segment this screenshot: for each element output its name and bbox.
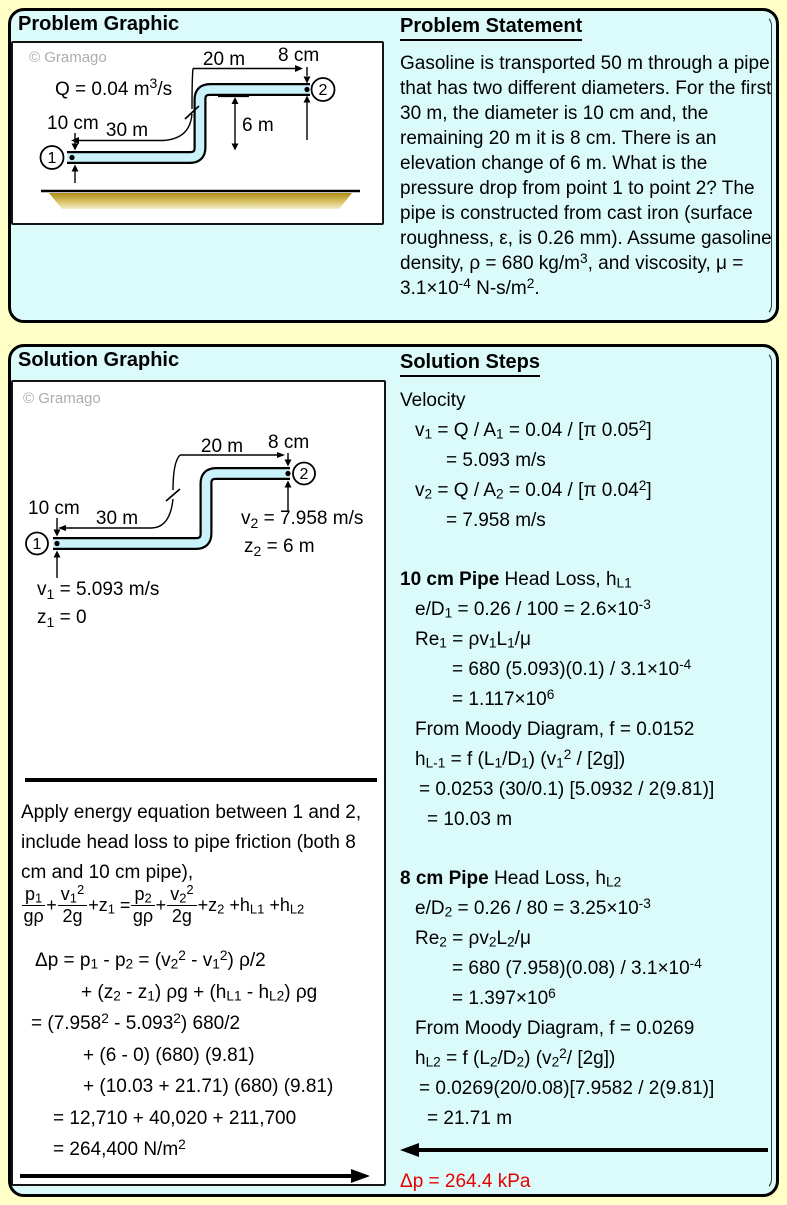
text-line: = 7.958 m/s bbox=[446, 510, 546, 531]
diameter-8cm-label: 8 cm bbox=[278, 45, 320, 66]
solution-steps-column bbox=[400, 347, 774, 1193]
text-line: $v_1 = Q / A_1 = 0.04 / [\pi$ 0.05$^2$] bbox=[415, 417, 652, 442]
energy-equation-intro: Apply energy equation between 1 and 2, include head loss to pipe friction (both 8 cm and 10 cm pipe), bbox=[21, 802, 362, 883]
left-arrow bbox=[400, 1142, 768, 1158]
ground-shading bbox=[49, 193, 352, 209]
text-line: $v_2 = Q / A_2 = 0.04 / [\pi$ 0.04$^2$] bbox=[415, 477, 652, 502]
arrow-shaft bbox=[20, 1174, 354, 1178]
text-line: $\Delta p = p_1 - p_2 = (v_2^2 - v_1^2)$ ρ/2 bbox=[35, 947, 266, 972]
text-line: 10 cm Pipe Head Loss, $h_{L1}$ bbox=[400, 569, 632, 591]
problem-panel bbox=[8, 8, 779, 323]
energy-equation bbox=[21, 882, 305, 927]
text-line: = $(7.958^2 - 5.093^2)$ 680/2 bbox=[31, 1010, 241, 1034]
text-line: = 0.0253 (30/0.1) [5.0932 / 2(9.81)] bbox=[419, 779, 715, 800]
text-line: $Re_1 = \rho v_1L_1/\mu$ bbox=[415, 629, 531, 651]
fraction: $\frac{p_2}{g\rho}$ bbox=[132, 884, 154, 927]
diameter-8cm-label: 8 cm bbox=[268, 432, 310, 453]
diameter-10cm-label: 10 cm bbox=[47, 113, 99, 134]
point-2-number: 2 bbox=[318, 82, 328, 99]
equation-text: $+z_2 +h_{L1} +h_{L2}$ bbox=[197, 895, 305, 918]
problem-statement-column bbox=[400, 11, 774, 301]
z2-label: $z_2 = 6$ m bbox=[244, 536, 315, 559]
text-line: = 264,400 $N/m^2$ bbox=[53, 1136, 186, 1160]
text-line: = 21.71 m bbox=[427, 1108, 513, 1129]
text-line: $h_{L-1} = f$ $(L_1/D_1)$ $(v_1^2 / [2g])$ bbox=[415, 746, 626, 771]
text-line: Velocity bbox=[400, 390, 466, 411]
problem-statement-text: Gasoline is transported 50 m through a pipe that has two different diameters. For the first 30 m, the diameter is 10 cm and, the remaining 20 m it is 8 cm. There is an elevation change of 6 m. What is the pressure drop from point 1 to point 2? The pipe is constructed from cast iron (surface roughness, ε, is 0.26 mm). Assume gasoline density, ρ = 680 $kg/m^3$, and viscosity, $\mu = 3.1\times 10^{-4}$ $N-s/m^2$. bbox=[400, 53, 772, 299]
length-20m-label: 20 m bbox=[200, 436, 244, 457]
length-30m-label: 30 m bbox=[105, 120, 149, 141]
text-line: + (10.03 + 21.71) (680) (9.81) bbox=[83, 1076, 334, 1097]
problem-graphic-title: Problem Graphic bbox=[18, 13, 180, 35]
watermark: © Gramago bbox=[23, 390, 101, 407]
v2-label: $v_2 = 7.958$ m/s bbox=[241, 508, 364, 531]
text-line: = 12,710 + 40,020 + 211,700 bbox=[53, 1107, 297, 1129]
point-2-number: 2 bbox=[299, 466, 309, 483]
point-1-number: 1 bbox=[47, 150, 57, 167]
point-2-dot bbox=[285, 471, 290, 476]
text-line: $e/D_1 = 0.26 / 100 = 2.6\times 10^{-3}$ bbox=[415, 596, 651, 621]
text-line: = 10.03 m bbox=[427, 809, 513, 830]
watermark: © Gramago bbox=[29, 49, 107, 66]
text-line: = 5.093 m/s bbox=[446, 450, 546, 471]
text-line: $Re_2 = \rho v_2L_2/\mu$ bbox=[415, 928, 531, 950]
diameter-10cm-label: 10 cm bbox=[28, 498, 80, 519]
z1-label: $z_1 = 0$ bbox=[37, 607, 87, 628]
solution-graphic-title: Solution Graphic bbox=[18, 349, 180, 371]
problem-statement-title: Problem Statement bbox=[400, 15, 582, 41]
point-2-dot bbox=[304, 87, 309, 92]
v1-label: $v_1 = 5.093$ m/s bbox=[37, 579, 160, 602]
pressure-drop-derivation bbox=[21, 945, 333, 1166]
flow-rate-label: Q = 0.04 $m^3/s$ bbox=[55, 75, 173, 100]
fraction: $\frac{p_1}{g\rho}$ bbox=[23, 884, 44, 927]
text-line: From Moody Diagram, f = 0.0152 bbox=[415, 719, 695, 740]
equation-text: $+z_1$ = bbox=[88, 895, 131, 918]
point-1-dot bbox=[69, 155, 74, 160]
point-1-dot bbox=[54, 541, 59, 546]
text-line: = $1.397\times 10^6$ bbox=[452, 985, 556, 1009]
arrow-head bbox=[400, 1143, 419, 1157]
text-line: 8 cm Pipe Head Loss, $h_{L2}$ bbox=[400, 868, 622, 890]
text-line: $e/D_2 = 0.26 / 80 = 3.25\times 10^{-3}$ bbox=[415, 895, 651, 920]
arrow-head bbox=[351, 1169, 370, 1183]
fraction: $\frac{v_1^2}{2g}$ bbox=[58, 885, 87, 927]
text-line: = 0.0269(20/0.08)[7.9582 / 2(9.81)] bbox=[419, 1078, 715, 1099]
divider-line bbox=[25, 778, 377, 782]
equation-text: + bbox=[155, 895, 167, 916]
solution-graphic-box bbox=[11, 380, 386, 1186]
text-line: = 680 $(7.958)(0.08) / 3.1\times 10^{-4}$ bbox=[452, 955, 702, 979]
length-30m-label: 30 m bbox=[95, 508, 139, 529]
length-20m-label: 20 m bbox=[202, 49, 246, 70]
text-line: $h_{L2} = f$ $(L_2/D_2)$ ($v_2^2/$ [2g]) bbox=[415, 1045, 616, 1070]
height-6m-label: 6 m bbox=[242, 115, 274, 136]
text-line: + $(z_2 - z_1) \rho g + (h_{L1} - h_{L2})$ ρg bbox=[81, 981, 318, 1004]
problem-pipe-diagram bbox=[13, 43, 382, 223]
solution-steps-title: Solution Steps bbox=[400, 351, 540, 377]
right-arrow bbox=[20, 1168, 370, 1184]
problem-graphic-box bbox=[11, 41, 384, 225]
text-line: From Moody Diagram, f = 0.0269 bbox=[415, 1018, 695, 1039]
solution-pipe-diagram bbox=[13, 382, 384, 628]
text-line: = 680 $(5.093)(0.1) / 3.1\times 10^{-4}$ bbox=[452, 656, 692, 680]
text-line: + (6 - 0) (680) (9.81) bbox=[83, 1044, 255, 1066]
arrow-shaft bbox=[416, 1148, 768, 1152]
solution-steps-lines bbox=[400, 386, 774, 1134]
fraction: $\frac{v_2^2}{2g}$ bbox=[167, 885, 196, 927]
equation-text: + bbox=[46, 895, 57, 916]
pressure-drop-result: Δp = 264.4 kPa bbox=[400, 1171, 531, 1192]
text-line: = $1.117\times 10^6$ bbox=[452, 686, 555, 710]
solution-panel bbox=[8, 344, 779, 1197]
point-1-number: 1 bbox=[32, 536, 42, 553]
